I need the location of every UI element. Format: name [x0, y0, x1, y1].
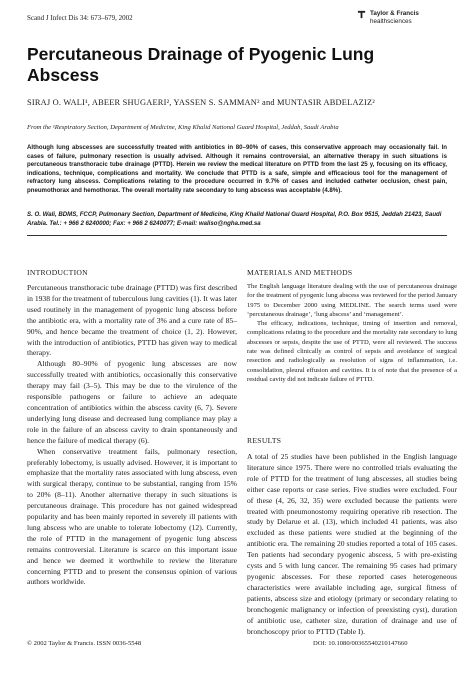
introduction-body: [27, 283, 237, 588]
copyright-notice: © 2002 Taylor & Francis. ISSN 0036-5548: [27, 640, 142, 647]
publisher-name: [370, 10, 419, 26]
author-list: SIRAJ O. WALI¹, ABEER SHUGAERI², YASSEN S. SAMMAN² and MUNTASIR ABDELAZIZ²: [27, 98, 376, 107]
results-body: [247, 452, 457, 637]
article-title: Percutaneous Drainage of Pyogenic Lung Abscess: [27, 44, 375, 85]
paragraph: Percutaneous transthoracic tube drainage (PTTD) was first described in 1938 for the treatment of tuberculous lung cavities (1). It was later used routinely in the management of pyogenic lung abscess before the antibiotic era, with a mortality rate of 3% and a cure rate of 85–90%, and hence became the treatment of choice (1, 2). However, with the introduction of antibiotics, PTTD has given way to medical therapy.: [27, 283, 237, 358]
abstract-divider: [27, 235, 447, 236]
doi: DOI: 10.1080/00365540210147660: [313, 640, 408, 647]
publisher-logo: [357, 10, 419, 26]
section-heading-introduction: INTRODUCTION: [27, 268, 88, 277]
paragraph: The efficacy, indications, technique, timing of insertion and removal, complications relating to the procedure and the mortality rate secondary to lung abscesses or sepsis, despite the use of PTTD, were all reviewed. The success rate was defined clinically as control of sepsis and avoidance of surgical resection and radiologically as resolution of signs of inflammation, i.e. consolidation, pleural effusion and cavities. It is of note that the presence of a residual cavity did not indicate failure of PTTD.: [247, 320, 458, 383]
publisher-name-line1: Taylor & Francis: [370, 10, 419, 17]
publisher-name-line2: healthsciences: [370, 18, 412, 25]
publisher-logo-icon: [357, 10, 366, 19]
methods-body: [247, 282, 457, 384]
correspondence-address: S. O. Wali, BDMS, FCCP, Pulmonary Section, Department of Medicine, King Khalid National Guard Hospital, P.O. Box 9515, Jeddah 21423, Saudi Arabia. Tel.: + 966 2 6240000; Fax: + 966 2 6240077; E-mail: waliso@ngha.med.sa: [27, 211, 442, 227]
section-heading-results: RESULTS: [247, 436, 282, 445]
abstract: Although lung abscesses are successfully treated with antibiotics in 80–90% of cases, this conservative approach may occasionally fail. In cases of failure, pulmonary resection is usually advised. Although it remains controversial, an alternative therapy in such situations is percutaneous transthoracic tube drainage (PTTD). Herein we review the medical literature on PTTD from the last 25 y, focusing on its efficacy, indications, technique, complications and mortality. We conclude that PTTD is a safe, simple and efficacious tool for the management of refractory lung abscess. Complications relating to the procedure occurred in 9.7% of cases and included catheter occlusion, chest pain, pneumothorax and hemothorax. The overall mortality rate secondary to lung abscess was acceptable (4.8%).: [27, 144, 447, 194]
paragraph: A total of 25 studies have been published in the English language literature since 1975. There were no controlled trials evaluating the role of PTTD for the treatment of lung abscesses, all studies being either case reports or case series. Five studies were excluded. Four of these (4, 26, 32, 35) were excluded because the patients were treated with pneumonostomy requiring operative rib resection. The study by Delarue et al. (13), which included 41 patients, was also excluded as these patients were studied at the beginning of the antibiotic era. The remaining 20 studies reported a total of 105 cases. Ten patients had secondary pyogenic abscess, 5 with pre-existing cysts and 5 with lung cancer. The remaining 95 cases had primary pyogenic abscesses. For these reported cases heterogeneous characteristics were available including age, surgical fitness of patients, abscess size and etiology (primary or secondary relating to bronchogenic malignancy or infection of preexisting cyst), duration of antibiotic use, catheter size, duration of drainage and use of bronchoscopy prior to PTTD (Table I).: [247, 452, 457, 636]
paragraph: Although 80–90% of pyogenic lung abscesses are now successfully treated with antibiotics, occasionally this conservative therapy may fail (3–5). This may be due to the virulence of the responsible pathogens or failure to achieve an adequate concentration of antibiotics within the abscess cavity (6, 7). Severe underlying lung disease and decreased lung compliance may play a role in the failure of an abscess cavity to drain spontaneously and hence the failure of medical therapy (6).: [27, 359, 237, 445]
paragraph: When conservative treatment fails, pulmonary resection, preferably lobectomy, is usually advised. However, it is important to emphasize that the mortality rates associated with lung abscess, even with surgical therapy, continue to be substantial, ranging from 15% to 20% (8–11). Another alternative therapy in such situations is percutaneous drainage. This procedure has not gained widespread popularity and has been mainly reported in severely ill patients with lung abscess who are unable to tolerate lobectomy (12). Currently, the role of PTTD in the management of pyogenic lung abscess remains controversial. Literature is scarce on this important issue and hence we deemed it worthwhile to review the literature concerning PTTD and to present the consensus opinion of various authors worldwide.: [27, 446, 237, 587]
author-affiliation: From the ¹Respiratory Section, Department of Medicine, King Khalid National Guard Hospital, Jeddah, Saudi Arabia: [27, 124, 339, 131]
paragraph: The English language literature dealing with the use of percutaneous drainage for the treatment of pyogenic lung abscess was reviewed for the period January 1975 to December 2000 using MEDLINE. The search terms used were ‘percutaneous drainage’, ‘lung abscess’ and ‘management’.: [247, 283, 457, 318]
section-heading-methods: MATERIALS AND METHODS: [247, 268, 353, 277]
journal-citation: Scand J Infect Dis 34: 673–679, 2002: [27, 14, 133, 22]
